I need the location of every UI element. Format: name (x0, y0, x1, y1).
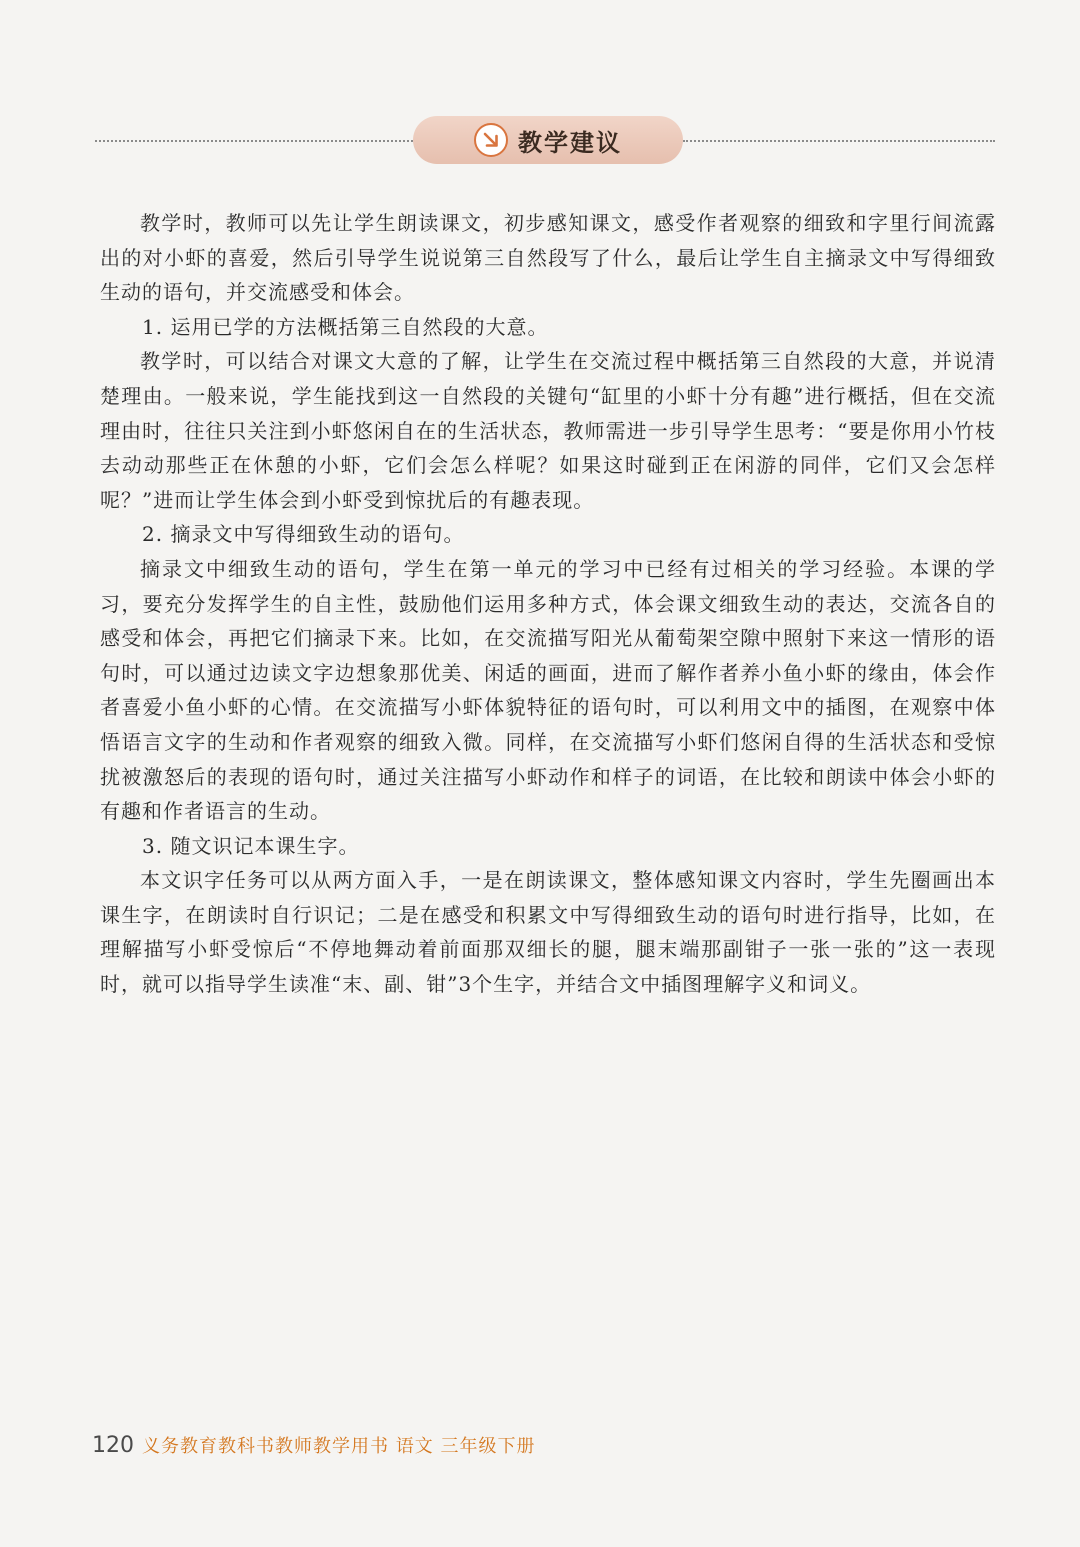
section-badge (413, 116, 683, 164)
paragraph-intro: 教学时，教师可以先让学生朗读课文，初步感知课文，感受作者观察的细致和字里行间流露出的对小虾的喜爱，然后引导学生说说第三自然段写了什么，最后让学生自主摘录文中写得细致生动的语句，并交流感受和体会。 (100, 211, 996, 305)
section-title: 教学建议 (518, 128, 622, 157)
paragraph-2: 摘录文中细致生动的语句，学生在第一单元的学习中已经有过相关的学习经验。本课的学习，要充分发挥学生的自主性，鼓励他们运用多种方式，体会课文细致生动的表达，交流各自的感受和体会，再把它们摘录下来。比如，在交流描写阳光从葡萄架空隙中照射下来这一情形的语句时，可以通过边读文字边想象那优美、闲适的画面，进而了解作者养小鱼小虾的缘由，体会作者喜爱小鱼小虾的心情。在交流描写小虾体貌特征的语句时，可以利用文中的插图，在观察中体悟语言文字的生动和作者观察的细致入微。同样，在交流描写小虾们悠闲自得的生活状态和受惊扰被激怒后的表现的语句时，通过关注描写小虾动作和样子的词语，在比较和朗读中体会小虾的有趣和作者语言的生动。 (100, 556, 996, 824)
body-text (100, 206, 996, 1002)
subheading-3: 3. 随文识记本课生字。 (142, 833, 360, 858)
subheading-2: 2. 摘录文中写得细致生动的语句。 (142, 522, 465, 547)
book-title: 义务教育教科书教师教学用书 语文 三年级下册 (142, 1436, 536, 1457)
header-divider-left (95, 140, 413, 142)
header-divider-right (683, 140, 995, 142)
subheading-1: 1. 运用已学的方法概括第三自然段的大意。 (142, 314, 549, 339)
section-header (95, 116, 995, 164)
page-number: 120 (92, 1433, 134, 1458)
page-footer (92, 1432, 535, 1458)
paragraph-1: 教学时，可以结合对课文大意的了解，让学生在交流过程中概括第三自然段的大意，并说清楚理由。一般来说，学生能找到这一自然段的关键句“缸里的小虾十分有趣”进行概括，但在交流理由时，往往只关注到小虾悠闲自在的生活状态，教师需进一步引导学生思考：“要是你用小竹枝去动动那些正在休憩的小虾，它们会怎么样呢？如果这时碰到正在闲游的同伴，它们又会怎样呢？”进而让学生体会到小虾受到惊扰后的有趣表现。 (100, 349, 996, 512)
arrow-down-right-icon (474, 123, 508, 157)
paragraph-3: 本文识字任务可以从两方面入手，一是在朗读课文，整体感知课文内容时，学生先圈画出本课生字，在朗读时自行识记；二是在感受和积累文中写得细致生动的语句时进行指导，比如，在理解描写小虾受惊后“不停地舞动着前面那双细长的腿，腿末端那副钳子一张一张的”这一表现时，就可以指导学生读准“末、副、钳”3个生字，并结合文中插图理解字义和词义。 (100, 868, 996, 997)
